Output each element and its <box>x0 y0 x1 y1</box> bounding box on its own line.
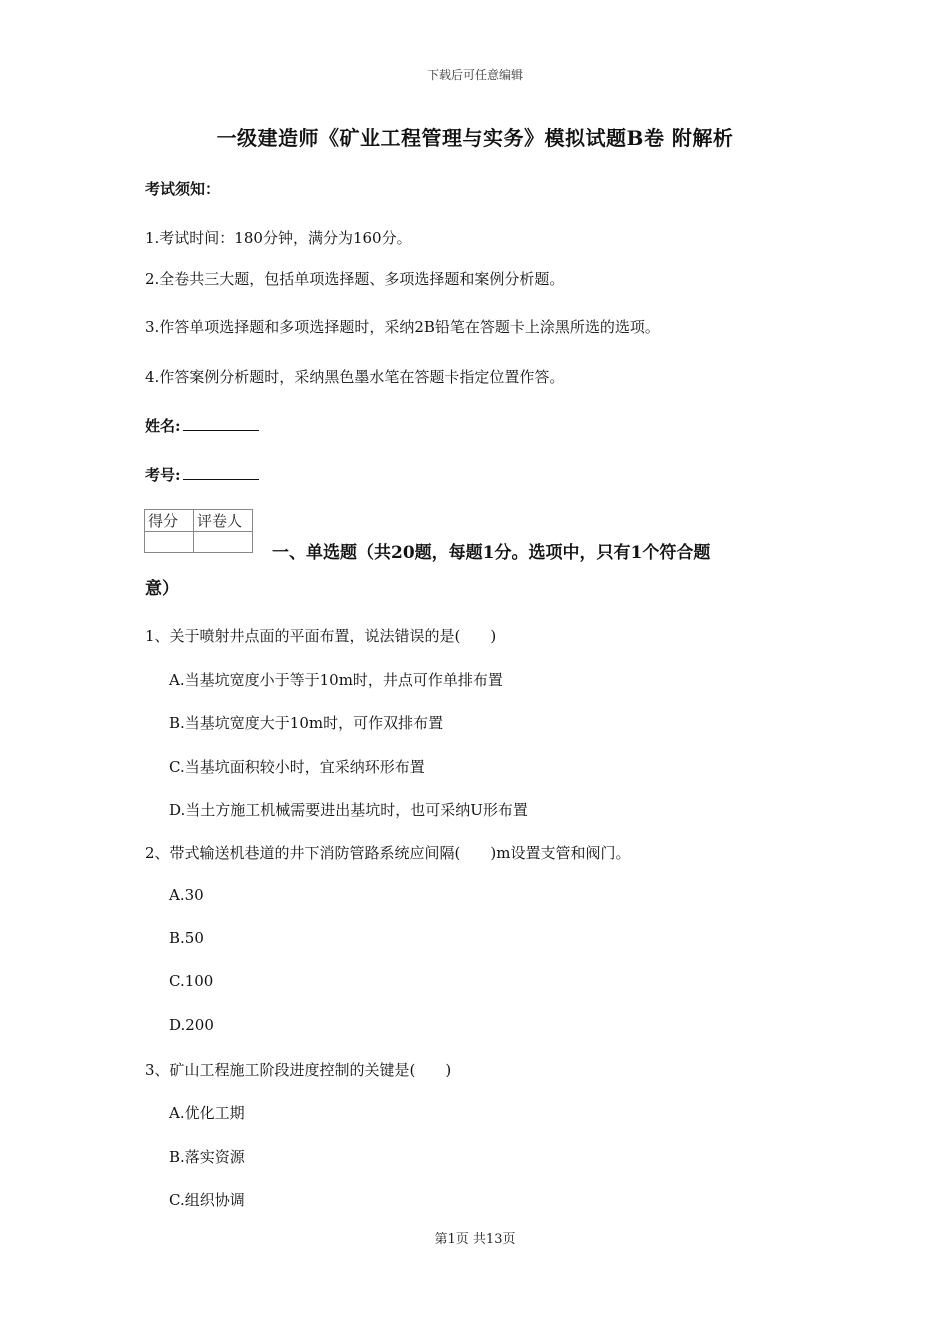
question-option: B.落实资源 <box>169 1148 245 1166</box>
grader-header: 评卷人 <box>194 510 253 532</box>
question-option: A.当基坑宽度小于等于10m时，井点可作单排布置 <box>169 671 503 689</box>
question-option: D.200 <box>169 1016 214 1034</box>
question-option: A.30 <box>169 886 204 904</box>
section-title-cont: 意） <box>145 579 179 599</box>
score-table <box>144 509 253 553</box>
id-label: 考号: <box>145 466 181 484</box>
score-header: 得分 <box>145 510 194 532</box>
question-stem: 3、矿山工程施工阶段进度控制的关键是( ) <box>145 1061 452 1079</box>
id-field <box>145 464 259 485</box>
question-option: C.组织协调 <box>169 1191 245 1209</box>
notice-item: 2.全卷共三大题，包括单项选择题、多项选择题和案例分析题。 <box>145 270 565 288</box>
score-cell <box>145 532 194 553</box>
grader-cell <box>194 532 253 553</box>
question-option: C.100 <box>169 972 214 990</box>
document-title: 一级建造师《矿业工程管理与实务》模拟试题B卷 附解析 <box>216 126 734 150</box>
notice-item: 3.作答单项选择题和多项选择题时，采纳2B铅笔在答题卡上涂黑所选的选项。 <box>145 318 660 336</box>
question-stem: 2、带式输送机巷道的井下消防管路系统应间隔( )m设置支管和阀门。 <box>145 844 631 862</box>
notice-item: 4.作答案例分析题时，采纳黑色墨水笔在答题卡指定位置作答。 <box>145 368 565 386</box>
notice-heading: 考试须知： <box>145 180 221 198</box>
header-note: 下载后可任意编辑 <box>426 68 523 82</box>
question-option: C.当基坑面积较小时，宜采纳环形布置 <box>169 758 425 776</box>
notice-item: 1.考试时间：180分钟，满分为160分。 <box>145 229 412 247</box>
name-label: 姓名: <box>145 417 181 435</box>
name-field <box>145 415 259 436</box>
section-title: 一、单选题（共20题，每题1分。选项中，只有1个符合题 <box>272 543 711 563</box>
question-option: A.优化工期 <box>169 1104 245 1122</box>
name-blank[interactable] <box>183 416 259 431</box>
question-option: B.当基坑宽度大于10m时，可作双排布置 <box>169 714 444 732</box>
id-blank[interactable] <box>183 465 259 480</box>
question-option: D.当土方施工机械需要进出基坑时，也可采纳U形布置 <box>169 801 528 819</box>
page-footer: 第1页 共13页 <box>434 1232 516 1247</box>
question-option: B.50 <box>169 929 204 947</box>
question-stem: 1、关于喷射井点面的平面布置，说法错误的是( ) <box>145 627 497 645</box>
